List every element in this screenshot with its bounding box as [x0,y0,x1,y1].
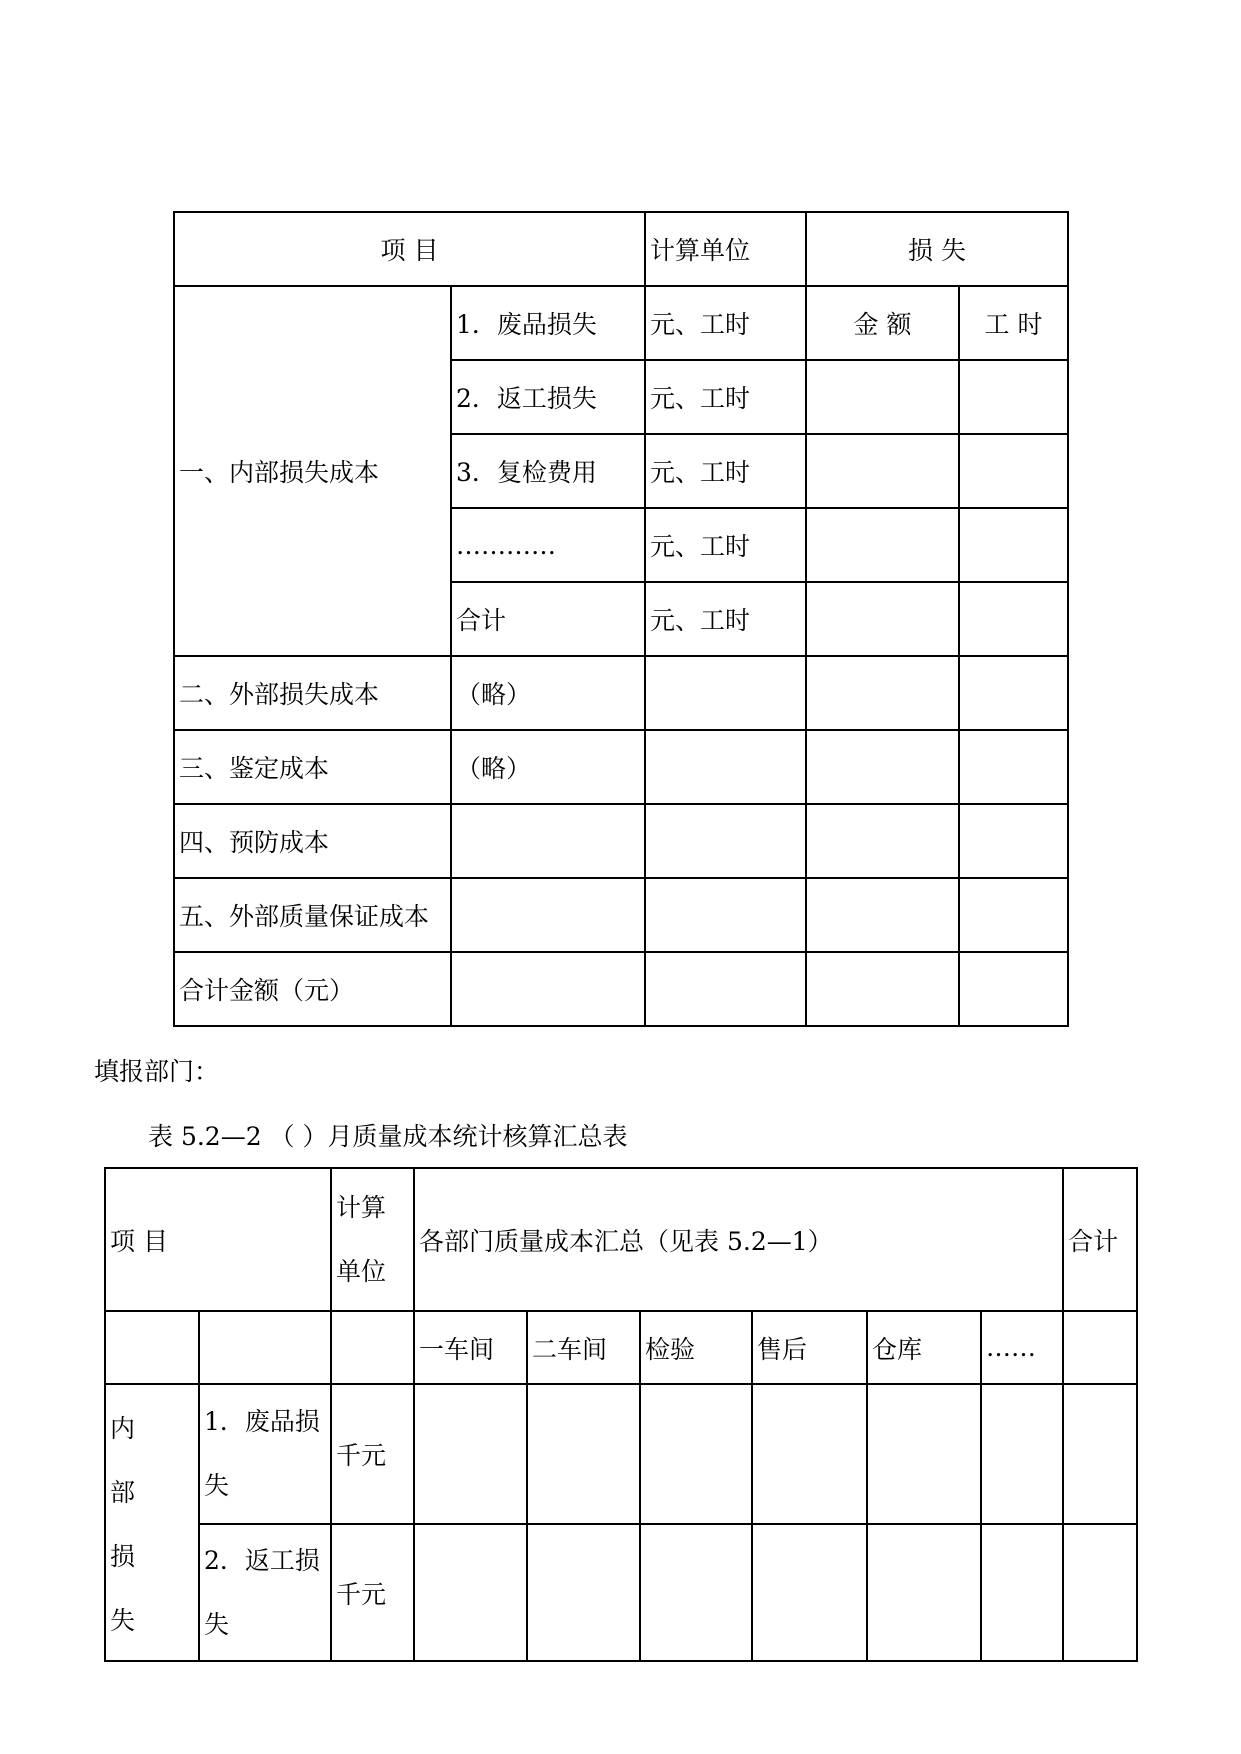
empty-cell [199,1311,331,1384]
empty-cell [867,1524,981,1661]
empty-cell [806,878,959,952]
empty-cell [527,1384,640,1524]
empty-cell [752,1384,867,1524]
empty-cell [105,1311,199,1384]
empty-cell [806,952,959,1026]
row-item: 3．复检费用 [451,434,645,508]
table-row [174,656,1068,730]
row-item [451,804,645,878]
empty-cell [959,434,1068,508]
empty-cell [959,878,1068,952]
row-item [451,878,645,952]
row-unit: 千元 [331,1524,414,1661]
row-label: 四、预防成本 [174,804,451,878]
department-header: 一车间 [414,1311,527,1384]
table-row [174,212,1068,286]
empty-cell [645,656,806,730]
empty-cell [1063,1311,1137,1384]
department-header: …… [981,1311,1063,1384]
empty-cell [981,1384,1063,1524]
table-row [174,286,1068,360]
empty-cell [806,656,959,730]
row-unit: 元、工时 [645,360,806,434]
empty-cell [414,1384,527,1524]
header-item: 项 目 [174,212,645,286]
empty-cell [806,360,959,434]
group-label: 内 部 损 失 [105,1384,199,1661]
row-item: 2．返工损失 [451,360,645,434]
department-header: 售后 [752,1311,867,1384]
empty-cell [1063,1384,1137,1524]
empty-cell [806,508,959,582]
subheader-amount: 金 额 [806,286,959,360]
empty-cell [331,1311,414,1384]
department-header: 仓库 [867,1311,981,1384]
header-unit: 计算单位 [645,212,806,286]
header-summary: 各部门质量成本汇总（见表 5.2—1） [414,1168,1063,1311]
empty-cell [752,1524,867,1661]
department-label: 填报部门： [94,1057,220,1086]
empty-cell [959,730,1068,804]
row-item: 1．废品损失 [199,1384,331,1524]
empty-cell [959,952,1068,1026]
header-unit: 计算单位 [331,1168,414,1311]
row-label: 二、外部损失成本 [174,656,451,730]
table-row [105,1384,1137,1524]
header-loss: 损 失 [806,212,1068,286]
empty-cell [1063,1524,1137,1661]
row-unit: 千元 [331,1384,414,1524]
empty-cell [806,804,959,878]
empty-cell [640,1384,752,1524]
empty-cell [645,804,806,878]
table-row [174,804,1068,878]
row-unit: 元、工时 [645,286,806,360]
subheader-hours: 工 时 [959,286,1068,360]
row-unit: 元、工时 [645,508,806,582]
empty-cell [867,1384,981,1524]
empty-cell [414,1524,527,1661]
loss-cost-table [173,211,1069,1027]
row-unit: 元、工时 [645,582,806,656]
row-item: 1．废品损失 [451,286,645,360]
empty-cell [959,656,1068,730]
empty-cell [527,1524,640,1661]
row-label: 合计金额（元） [174,952,451,1026]
table-row [105,1524,1137,1661]
table-caption: 表 5.2—2 （ ）月质量成本统计核算汇总表 [148,1122,628,1151]
empty-cell [959,508,1068,582]
row-item: ………… [451,508,645,582]
row-item: （略） [451,730,645,804]
row-label: 五、外部质量保证成本 [174,878,451,952]
empty-cell [959,360,1068,434]
department-header: 检验 [640,1311,752,1384]
empty-cell [806,730,959,804]
header-total: 合计 [1063,1168,1137,1311]
summary-table [104,1167,1138,1662]
row-item [451,952,645,1026]
header-item: 项 目 [105,1168,331,1311]
empty-cell [806,434,959,508]
row-item: 2．返工损失 [199,1524,331,1661]
empty-cell [959,804,1068,878]
row-label: 三、鉴定成本 [174,730,451,804]
table-row [105,1168,1137,1311]
row-item: 合计 [451,582,645,656]
table-row [105,1311,1137,1384]
group-label: 一、内部损失成本 [174,286,451,656]
table-row [174,952,1068,1026]
empty-cell [640,1524,752,1661]
empty-cell [959,582,1068,656]
empty-cell [981,1524,1063,1661]
empty-cell [645,730,806,804]
row-item: （略） [451,656,645,730]
table-row [174,730,1068,804]
empty-cell [645,878,806,952]
empty-cell [806,582,959,656]
department-header: 二车间 [527,1311,640,1384]
empty-cell [645,952,806,1026]
table-row [174,878,1068,952]
row-unit: 元、工时 [645,434,806,508]
